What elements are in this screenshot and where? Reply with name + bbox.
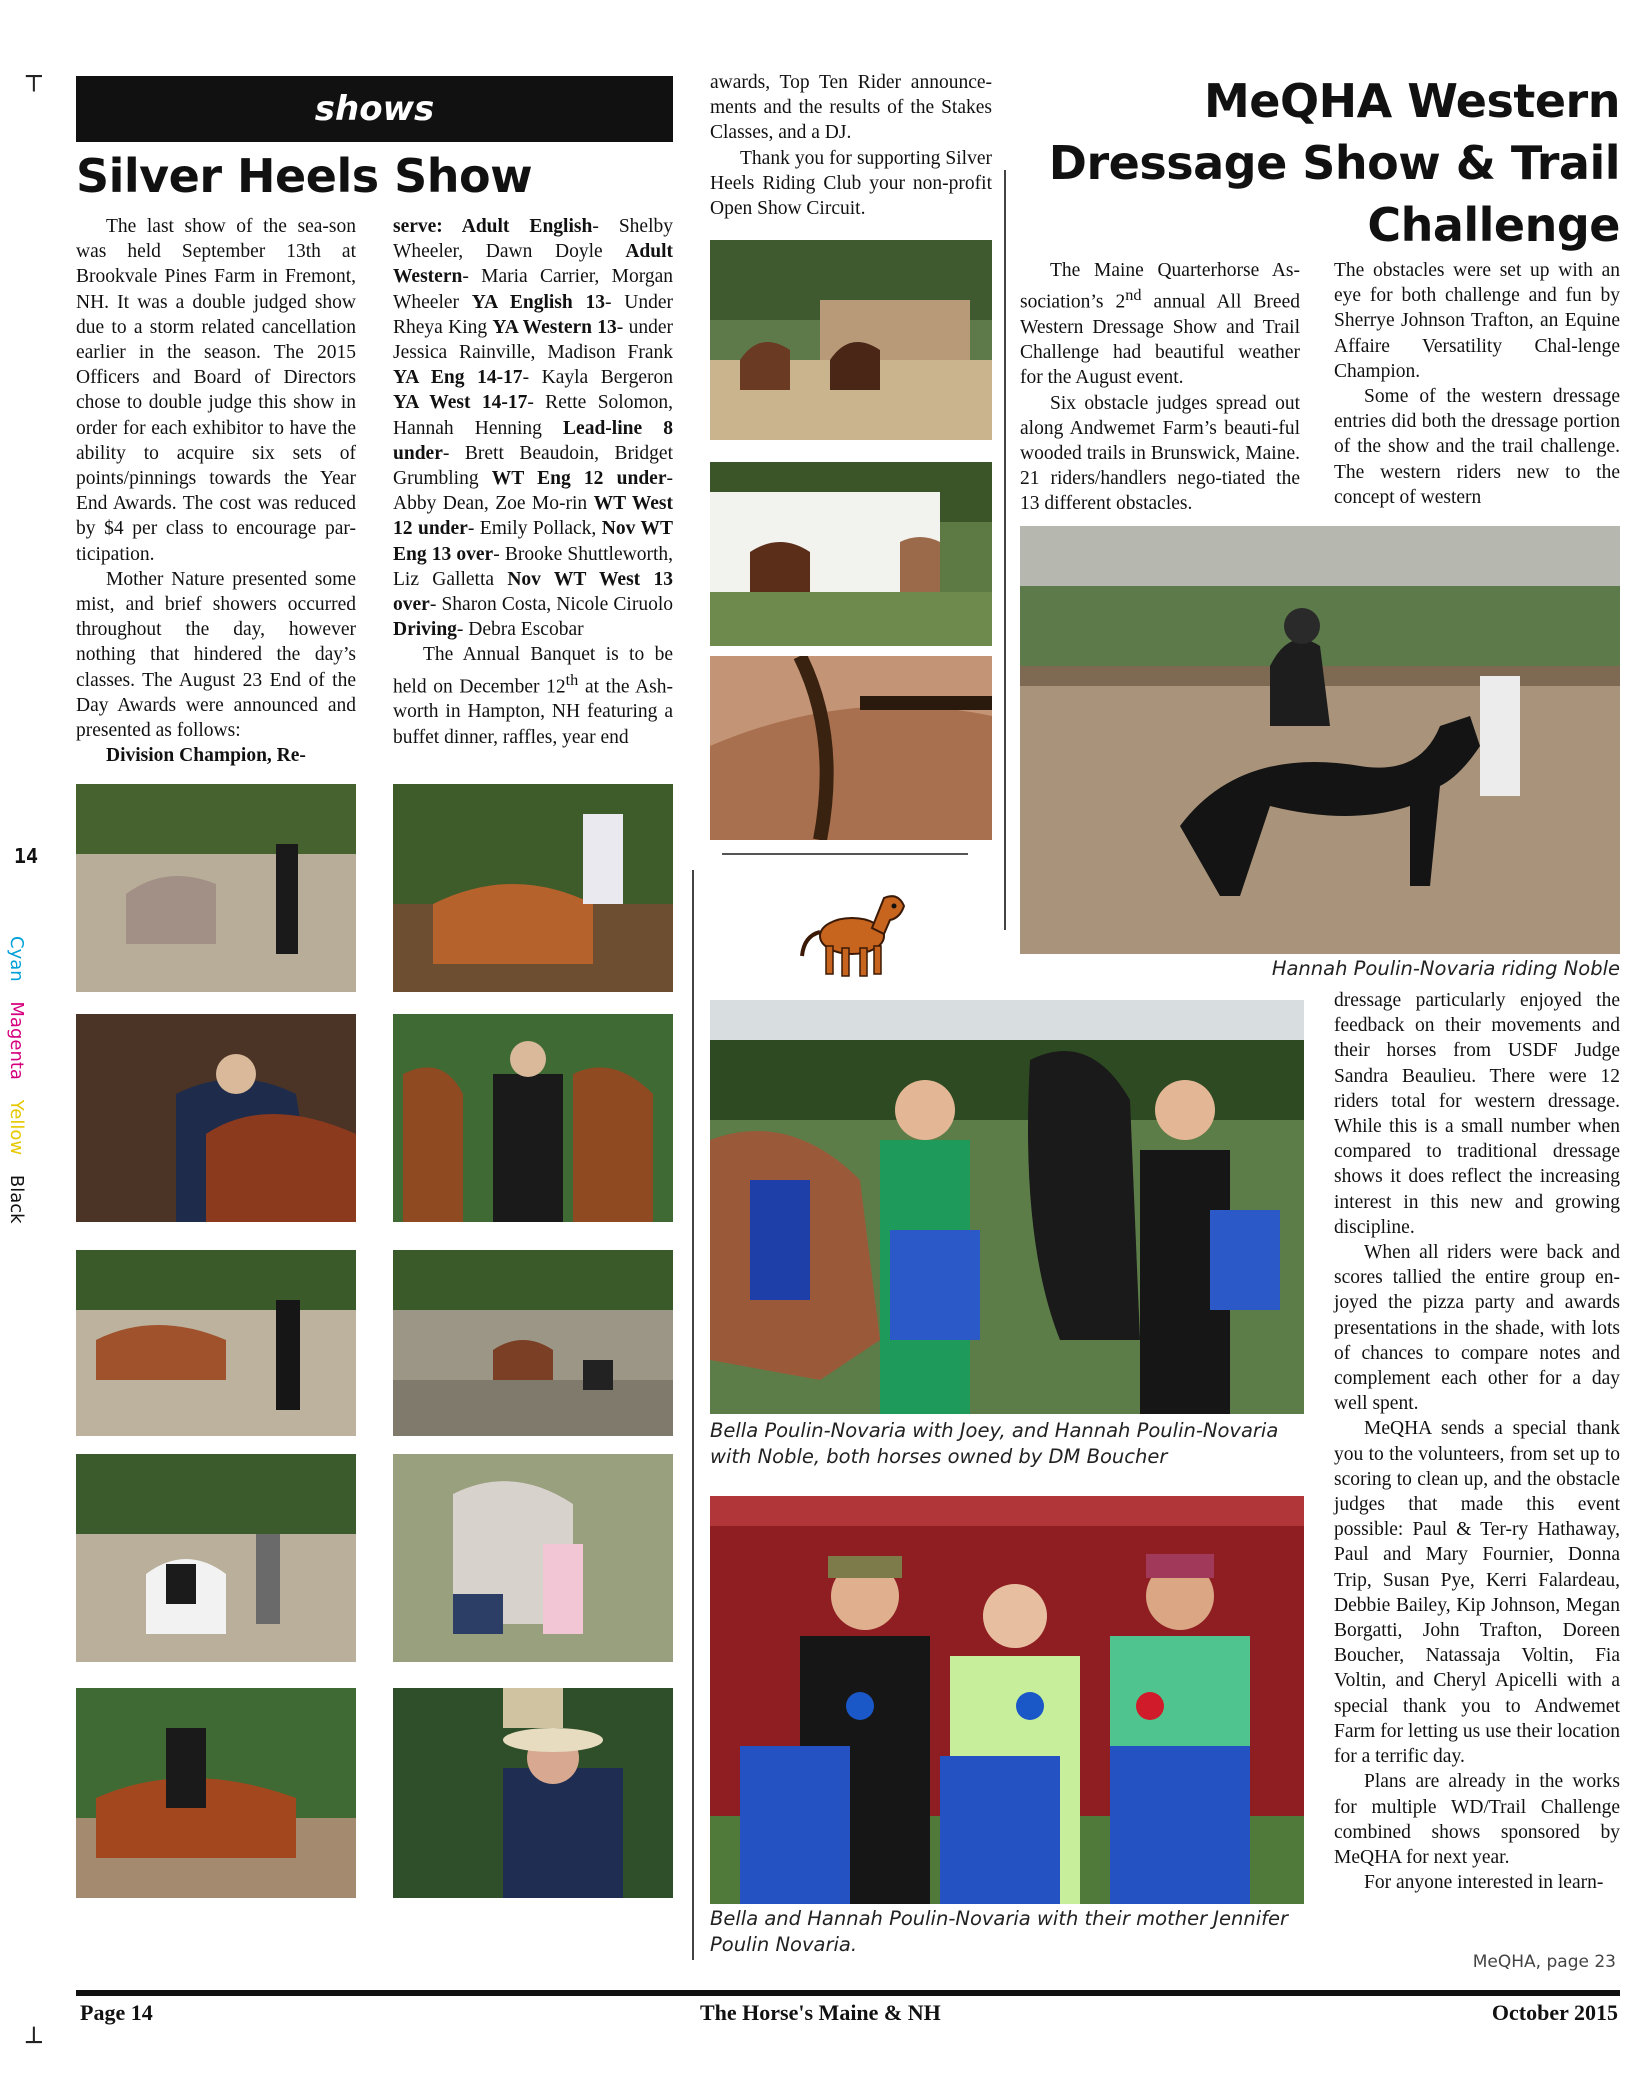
caption-noble: Hannah Poulin-Novaria riding Noble — [1271, 957, 1620, 980]
article2-column-3: dressage particularly enjoyed the feedback on their movements and their horses from USDF Judge Sandra Beaulieu. There were 12 riders total for western dressage. While this is a small number when compared to traditional dressage shows it does reflect the increasing interest in this new and growing discipline. When all riders were back and scores tallied the entire group en-joyed the pizza party and awards presentations in the shade, with lots of chances to compare notes and complement each other for a day well spent. MeQHA sends a special thank you to the volunteers, from set up to scoring to clean up, and the obstacle judges that made this event possible: Paul & Ter-ry Hathaway, Paul and Mary Fournier, Donna Trip, Susan Pye, Kerri Falardeau, Debbie Bailey, Kip Johnson, Megan Borgatti, John Trafton, Doreen Boucher, Natassaja Voltin, Fia Voltin, and Cheryl Apicelli with a special thank you to Andwemet Farm for letting us use their location for a terrific day. Plans are already in the works for multiple WD/Trail Challenge combined shows sponsored by MeQHA for next year. For anyone interested in learn- — [1334, 990, 1620, 1894]
photo-grid-3 — [76, 1014, 356, 1222]
divider-rule — [722, 853, 968, 855]
color-label-black: Black — [6, 1174, 27, 1224]
column-rule — [1004, 170, 1006, 930]
section-label: shows — [76, 76, 673, 142]
footer-publication: The Horse's Maine & NH — [700, 2000, 941, 2025]
photo-grid-2 — [393, 784, 673, 992]
article2-headline — [1020, 70, 1620, 256]
color-label-magenta: Magenta — [6, 1001, 27, 1080]
photo-grid-9 — [76, 1688, 356, 1898]
photo-grid-10 — [393, 1688, 673, 1898]
article1-column-1: The last show of the sea-son was held September 13th at Brookvale Pines Farm in Fremont, NH. It was a double judged show due to a storm related cancellation earlier in the season. The 2015 Officers and Board of Directors chose to double judge this show in order for each exhibitor to have the ability to acquire six sets of points/pinnings towards the Year End Awards. The cost was reduced by $4 per class to encourage par-ticipation. Mother Nature presented some mist, and brief showers occurred throughout the day, however nothing that hindered the day’s classes. The August 23 End of the Day Awards were announced and presented as follows: Division Champion, Re- — [76, 216, 356, 767]
color-registration-strip — [6, 936, 27, 1238]
photo-braided-mane — [710, 656, 992, 840]
photo-grid-8 — [393, 1454, 673, 1662]
column-rule — [692, 870, 694, 1960]
photo-grid-6 — [393, 1250, 673, 1436]
article1-column-2: serve: Adult English- Shelby Wheeler, Dawn Doyle Adult Western- Maria Carrier, Morgan Wheeler YA English 13- Under Rheya King YA Western 13- under Jessica Rainville, Madison Frank YA Eng 14-17- Kayla Bergeron YA West 14-17- Rette Solomon, Hannah Henning Lead-line 8 under- Brett Beaudoin, Bridget Grumbling WT Eng 12 under- Abby Dean, Zoe Mo-rin WT West 12 under- Emily Pollack, Nov WT Eng 13 over- Brooke Shuttleworth, Liz Galletta Nov WT West 13 over- Sharon Costa, Nicole Ciruolo Driving- Debra Escobar The Annual Banquet is to be held on December 12th at the Ash-worth in Hampton, NH featuring a buffet dinner, raffles, year end — [393, 216, 673, 748]
crop-mark-top: ┬ — [26, 62, 42, 92]
photo-grid-5 — [76, 1250, 356, 1436]
footer-rule — [76, 1990, 1620, 1996]
footer-date: October 2015 — [1491, 2000, 1618, 2025]
footer-page-number: Page 14 — [80, 2000, 153, 2025]
article2-column-1: The Maine Quarterhorse As-sociation’s 2nd annual All Breed Western Dressage Show and Trail Challenge had beautiful weather for the August event. Six obstacle judges spread out along Andwemet Farm’s beauti-ful wooded trails in Brunswick, Maine. 21 riders/handlers nego-tiated the 13 different obstacles. — [1020, 260, 1300, 515]
article2-headline-line3: Challenge — [1367, 198, 1620, 252]
color-label-cyan: Cyan — [6, 936, 27, 982]
photo-horse-trailer — [710, 462, 992, 646]
caption-joey: Bella Poulin-Novaria with Joey, and Hannah Poulin-Novaria with Noble, both horses owned by DM Boucher — [710, 1419, 1279, 1468]
photo-bella-hannah-mother — [710, 1496, 1304, 1904]
caption-mother: Bella and Hannah Poulin-Novaria with their mother Jennifer Poulin Novaria. — [710, 1907, 1289, 1956]
photo-grid-7 — [76, 1454, 356, 1662]
photo-bella-hannah-horses — [710, 1000, 1304, 1414]
article1-headline: Silver Heels Show — [76, 149, 533, 203]
photo-grid-4 — [393, 1014, 673, 1222]
crop-mark-bottom: ┴ — [26, 2028, 42, 2058]
article2-headline-line2: Dressage Show & Trail — [1048, 136, 1620, 190]
margin-page-number: 14 — [14, 844, 39, 868]
color-label-yellow: Yellow — [6, 1099, 27, 1156]
continued-reference: MeQHA, page 23 — [1472, 1952, 1616, 1972]
photo-grid-1 — [76, 784, 356, 992]
photo-hannah-riding-noble — [1020, 526, 1620, 954]
cartoon-horse-icon — [790, 872, 910, 982]
article1-column-3: awards, Top Ten Rider announce-ments and the results of the Stakes Classes, and a DJ. Thank you for supporting Silver Heels Riding Club your non-profit Open Show Circuit. — [710, 72, 992, 220]
article2-column-2: The obstacles were set up with an eye for both challenge and fun by Sherrye Johnson Trafton, an Equine Affaire Versatility Chal-lenge Champion. Some of the western dressage entries did both the dressage portion of the show and the trail challenge. The western riders new to the concept of western — [1334, 260, 1620, 508]
article2-headline-line1: MeQHA Western — [1204, 74, 1620, 128]
photo-riders-barn — [710, 240, 992, 440]
